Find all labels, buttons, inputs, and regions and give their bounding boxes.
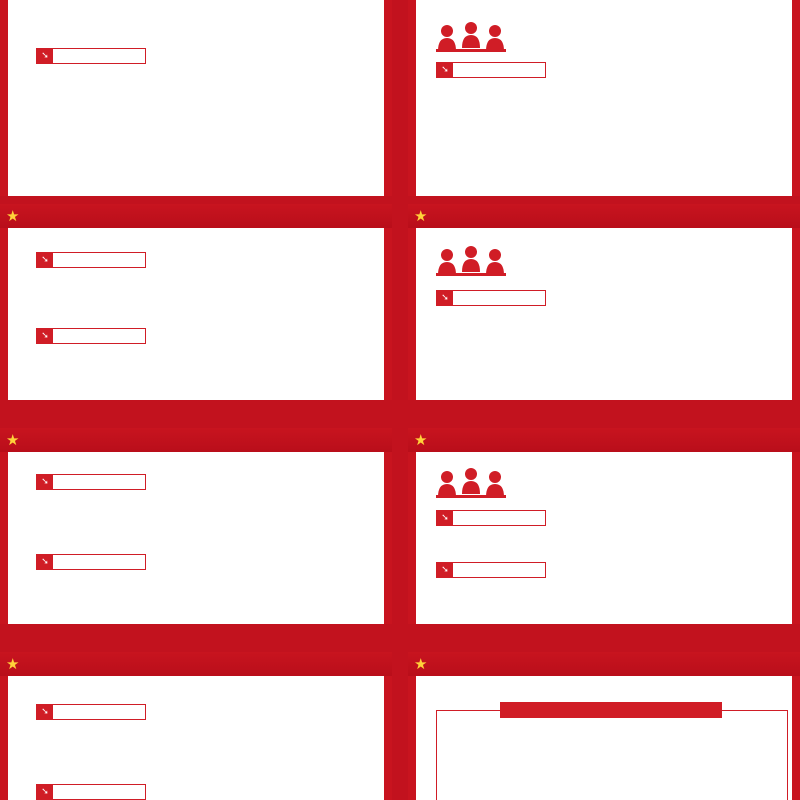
body-paragraph — [36, 580, 366, 593]
body-paragraph — [36, 604, 366, 617]
subheading-text — [57, 254, 63, 266]
subheading-tag — [36, 48, 146, 64]
section-header-label — [28, 657, 98, 671]
slide-thumbnail[interactable] — [408, 204, 800, 400]
slide-thumbnail[interactable] — [408, 652, 800, 800]
party-members-icon — [436, 466, 506, 498]
subheading-tag — [436, 62, 546, 78]
arrow-right-icon: ➘ — [37, 329, 53, 343]
arrow-right-icon: ➘ — [437, 291, 453, 305]
body-paragraph — [436, 88, 780, 114]
slide-thumbnail[interactable] — [0, 428, 392, 624]
body-paragraph — [36, 504, 366, 517]
party-members-icon — [436, 244, 506, 276]
body-paragraph — [36, 104, 356, 130]
body-paragraph — [36, 304, 366, 317]
subheading-tag — [436, 562, 546, 578]
arrow-right-icon: ➘ — [437, 563, 453, 577]
step-item — [446, 738, 780, 764]
star-icon: ★ — [414, 431, 428, 449]
arrow-right-icon: ➘ — [37, 253, 53, 267]
body-paragraph — [436, 530, 780, 556]
star-icon: ★ — [6, 207, 20, 225]
slide-card — [8, 452, 384, 624]
slide-thumbnail[interactable] — [0, 204, 392, 400]
arrow-right-icon: ➘ — [37, 785, 53, 799]
subheading-text — [457, 64, 463, 76]
slide-header-bar — [0, 428, 392, 452]
arrow-right-icon: ➘ — [437, 63, 453, 77]
body-paragraph — [36, 354, 366, 367]
body-paragraph — [36, 528, 366, 541]
body-paragraph — [36, 278, 366, 291]
subheading-tag — [36, 784, 146, 800]
subheading-text — [57, 706, 63, 718]
section-header-label — [436, 433, 506, 447]
steps-title — [500, 702, 722, 718]
subheading-tag — [36, 328, 146, 344]
slide-card — [416, 0, 792, 196]
slide-card — [416, 228, 792, 400]
section-header-label — [28, 209, 98, 223]
subheading-text — [457, 292, 463, 304]
body-paragraph — [36, 380, 366, 393]
subheading-text — [457, 564, 463, 576]
arrow-right-icon: ➘ — [37, 49, 53, 63]
section-title — [512, 472, 712, 490]
slide-card — [8, 0, 384, 196]
slide-card — [416, 452, 792, 624]
subheading-text — [457, 512, 463, 524]
body-paragraph — [436, 602, 780, 615]
body-paragraph — [436, 582, 780, 595]
slide-thumbnail[interactable] — [408, 428, 800, 624]
star-icon: ★ — [414, 207, 428, 225]
section-title — [512, 250, 712, 268]
section-header-label — [28, 433, 98, 447]
slide-header-bar — [408, 428, 800, 452]
slide-card — [8, 228, 384, 400]
arrow-right-icon: ➘ — [37, 705, 53, 719]
subheading-tag — [36, 252, 146, 268]
subheading-tag — [436, 290, 546, 306]
slide-header-bar — [0, 652, 392, 676]
subheading-text — [57, 330, 63, 342]
subheading-tag — [36, 554, 146, 570]
subheading-text — [57, 556, 63, 568]
body-paragraph — [36, 78, 356, 91]
body-paragraph — [436, 316, 780, 342]
section-title — [512, 24, 712, 42]
star-icon: ★ — [6, 655, 20, 673]
body-paragraph — [36, 732, 366, 745]
arrow-right-icon: ➘ — [437, 511, 453, 525]
subheading-text — [57, 786, 63, 798]
slide-thumbnail[interactable] — [0, 0, 392, 196]
arrow-right-icon: ➘ — [37, 555, 53, 569]
body-paragraph — [436, 128, 780, 141]
section-header-label — [436, 209, 506, 223]
subheading-tag — [36, 704, 146, 720]
slide-header-bar — [0, 204, 392, 228]
step-item — [446, 772, 780, 798]
subheading-tag — [36, 474, 146, 490]
arrow-right-icon: ➘ — [37, 475, 53, 489]
slide-card — [8, 676, 384, 800]
party-members-icon — [436, 20, 506, 52]
body-paragraph — [436, 356, 780, 369]
section-header-label — [436, 657, 506, 671]
subheading-text — [57, 476, 63, 488]
subheading-text — [57, 50, 63, 62]
star-icon: ★ — [6, 431, 20, 449]
slide-thumbnail[interactable] — [408, 0, 800, 196]
star-icon: ★ — [414, 655, 428, 673]
slide-header-bar — [408, 204, 800, 228]
subheading-tag — [436, 510, 546, 526]
slide-header-bar — [408, 652, 800, 676]
slide-thumbnail[interactable] — [0, 652, 392, 800]
body-paragraph — [36, 748, 366, 774]
slide-card — [416, 676, 792, 800]
